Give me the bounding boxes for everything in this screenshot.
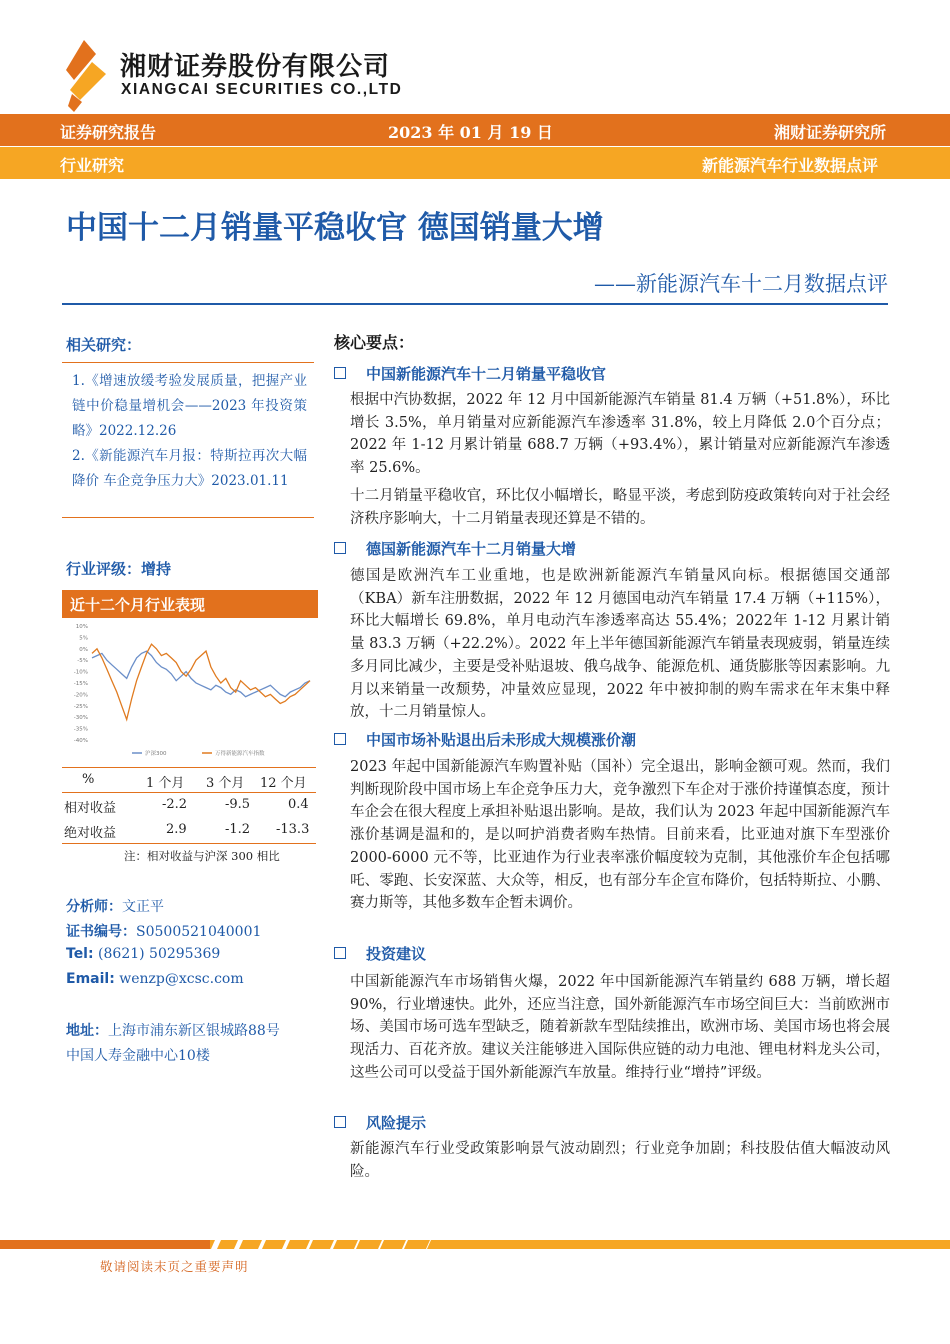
email-link[interactable]: wenzp@xcsc.com xyxy=(119,971,244,987)
cell-12m: -13.3 xyxy=(276,822,310,837)
legend-label: 沪深300 xyxy=(145,751,167,757)
report-date: 2023 年 01 月 19 日 xyxy=(388,123,553,142)
section-paragraph: 新能源汽车行业受政策影响景气波动剧烈；行业竞争加剧；科技股估值大幅波动风险。 xyxy=(350,1141,890,1180)
performance-chart xyxy=(62,618,318,766)
certificate-line xyxy=(66,921,261,941)
y-tick-label: -25% xyxy=(73,703,88,710)
section-paragraph: 2023 年起中国新能源汽车购置补贴（国补）完全退出，影响金额可观。然而，我们判断现阶段中国市场上车企竞争压力大，竞争激烈下车企对于涨价持谨慎态度，预计车企会在很大程度上承担补贴退出影响。是故，我们认为 2023 年起中国新能源汽车涨价基调是温和的，是以呵护消费者购车热情。目前来看，比亚迪对旗下车型涨价 2000-6000 元不等，比亚迪作为行业表率涨价幅度较为克制，其他涨价车企包括哪吒、零跑、长安深蓝、大众等，相反，也有部分车企宣布降价，包括特斯拉、小鹏、赛力斯等，其他多数车企暂未调价。 xyxy=(350,759,890,912)
table-header-row xyxy=(62,768,316,792)
table-row xyxy=(62,793,316,817)
legend-label: 万得新能源汽车指数 xyxy=(215,751,265,757)
analyst-line xyxy=(66,896,164,916)
checkbox-icon xyxy=(334,367,346,379)
address-line-2: 中国人寿金融中心10楼 xyxy=(66,1048,210,1064)
related-research-heading: 相关研究： xyxy=(66,336,142,354)
checkbox-icon xyxy=(334,1116,346,1128)
y-tick-label: -40% xyxy=(73,738,88,744)
email-line xyxy=(66,971,244,987)
y-tick-label: -30% xyxy=(73,715,88,722)
page-subtitle: ——新能源汽车十二月数据点评 xyxy=(594,272,888,296)
email-label: Email: xyxy=(66,971,115,987)
y-tick-label: -20% xyxy=(73,692,88,699)
y-tick-label: 5% xyxy=(79,635,88,642)
row-label: 相对收益 xyxy=(64,801,117,816)
report-category-bar xyxy=(0,147,950,179)
certificate-label: 证书编号： xyxy=(66,924,136,940)
table-note: 注：相对收益与沪深 300 相比 xyxy=(124,849,280,863)
table-header-cell: 1 个月 xyxy=(146,776,185,791)
cell-1m: 2.9 xyxy=(166,822,187,837)
y-tick-label: -10% xyxy=(73,669,88,676)
performance-chart-title: 近十二个月行业表现 xyxy=(62,590,318,618)
table-rule-bottom xyxy=(62,843,316,844)
series-line-2 xyxy=(92,644,310,719)
company-name-en: XIANGCAI SECURITIES CO.,LTD xyxy=(121,81,403,98)
footer-disclaimer: 敬请阅读末页之重要声明 xyxy=(100,1259,249,1274)
table-row xyxy=(62,818,316,842)
section-paragraph: 德国是欧洲汽车工业重地，也是欧洲新能源汽车销量风向标。根据德国交通部（KBA）新车注册数据，2022 年 12 月德国电动汽车销量 17.4 万辆（+115%），环比大幅增长 69.8%，单月电动汽车渗透率高达 55.4%；2022年 1-12 月累计销量 83.3 万辆（+22.2%）。2022 年上半年德国新能源汽车销量表现疲弱，销量连续多月同比减少，主要是受补贴退坡、俄乌战争、能源危机、通货膨胀等因素影响。九月以来销量一改颓势，冲量效应显现，2022 年中被抑制的购车需求在年末集中释放，十二月销量惊人。 xyxy=(350,568,890,721)
cell-3m: -9.5 xyxy=(225,797,251,812)
section-paragraph: 中国新能源汽车市场销售火爆，2022 年中国新能源汽车销量约 688 万辆，增长超 90%，行业增速快。此外，还应当注意，国外新能源汽车市场空间巨大：当前欧洲市场、美国市场可选车型缺乏，随着新款车型陆续推出，欧洲市场、美国市场也将会展现活力、百花齐放。建议关注能够进入国际供应链的动力电池、锂电材料龙头公司，这些公司可以受益于国外新能源汽车放量。维持行业“增持”评级。 xyxy=(350,974,890,1081)
report-type: 证券研究报告 xyxy=(60,123,157,142)
research-institute: 湘财证券研究所 xyxy=(773,123,886,142)
related-research-list xyxy=(62,362,314,518)
related-research-item[interactable]: 1.《增速放缓考验发展质量，把握产业链中价稳量增机会——2023 年投资策略》2022.12.26 xyxy=(72,373,307,439)
address-label: 地址： xyxy=(66,1023,108,1039)
tel-label: Tel: xyxy=(66,946,94,962)
y-tick-label: -5% xyxy=(77,658,88,665)
series-line-1 xyxy=(92,651,310,697)
certificate-number: S0500521040001 xyxy=(136,924,262,940)
y-tick-label: 10% xyxy=(75,624,88,630)
table-header-cell: % xyxy=(82,772,95,787)
table-header-cell: 12 个月 xyxy=(260,776,307,791)
checkbox-icon xyxy=(334,733,346,745)
cell-3m: -1.2 xyxy=(225,822,251,837)
core-points-heading: 核心要点： xyxy=(334,333,415,352)
report-info-bar xyxy=(0,114,950,146)
analyst-label: 分析师： xyxy=(66,899,122,915)
row-label: 绝对收益 xyxy=(64,826,117,841)
report-topic: 新能源汽车行业数据点评 xyxy=(701,156,878,175)
footer-stripe xyxy=(0,1240,950,1249)
page-title: 中国十二月销量平稳收官 德国销量大增 xyxy=(66,210,604,246)
address-line xyxy=(66,1020,280,1040)
industry-rating: 行业评级：增持 xyxy=(66,560,172,578)
tel-number: (8621) 50295369 xyxy=(98,946,221,962)
table-header-cell: 3 个月 xyxy=(206,776,245,791)
analyst-name: 文正平 xyxy=(122,899,164,915)
section-paragraph: 十二月销量平稳收官，环比仅小幅增长，略显平淡，考虑到防疫政策转向对于社会经济秩序影响大，十二月销量表现还算是不错的。 xyxy=(350,488,890,527)
related-research-item[interactable]: 2.《新能源汽车月报：特斯拉再次大幅降价 车企竞争压力大》2023.01.11 xyxy=(72,448,307,489)
section-paragraph: 根据中汽协数据，2022 年 12 月中国新能源汽车销量 81.4 万辆（+51.8%），环比增长 3.5%，单月销量对应新能源汽车渗透率 31.8%，较上月降低 2.0个百分点；2022 年 1-12 月累计销量 688.7 万辆（+93.4%），累计销量对应新能源汽车渗透率 25.6%。 xyxy=(350,392,890,477)
checkbox-icon xyxy=(334,947,346,959)
report-category: 行业研究 xyxy=(60,156,125,175)
company-logo-icon xyxy=(66,40,110,112)
tel-line xyxy=(66,946,220,962)
y-tick-label: -35% xyxy=(73,726,88,733)
cell-1m: -2.2 xyxy=(162,797,188,812)
y-tick-label: 0% xyxy=(79,646,88,653)
y-tick-label: -15% xyxy=(73,681,88,687)
address-value-1: 上海市浦东新区银城路88号 xyxy=(108,1023,280,1039)
checkbox-icon xyxy=(334,542,346,554)
title-divider xyxy=(62,303,888,305)
company-name-cn: 湘财证券股份有限公司 xyxy=(120,52,391,82)
cell-12m: 0.4 xyxy=(288,797,309,812)
